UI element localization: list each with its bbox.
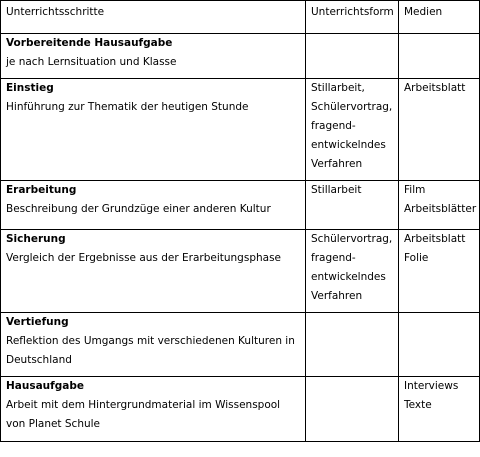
form-line: Schülervortrag, <box>311 233 393 245</box>
step-cell <box>1 181 306 230</box>
form-line: Stillarbeit, <box>311 82 365 94</box>
table-row <box>1 313 480 377</box>
form-cell <box>306 181 399 230</box>
media-line: Arbeitsblatt <box>404 233 466 245</box>
form-line: Verfahren <box>311 290 363 302</box>
media-line: Folie <box>404 252 429 264</box>
header-steps: Unterrichtsschritte <box>1 1 306 34</box>
phase-title: Hausaufgabe <box>6 380 84 392</box>
step-cell <box>1 313 306 377</box>
media-line: Arbeitsblatt <box>404 82 466 94</box>
phase-description: Hinführung zur Thematik der heutigen Stunde <box>6 101 249 113</box>
phase-title: Vorbereitende Hausaufgabe <box>6 37 173 49</box>
table-row <box>1 79 480 181</box>
phase-title: Vertiefung <box>6 316 69 328</box>
phase-description: Vergleich der Ergebnisse aus der Erarbeitungsphase <box>6 252 281 264</box>
step-cell <box>1 34 306 79</box>
media-cell <box>399 34 480 79</box>
form-line: entwickelndes <box>311 139 386 151</box>
phase-description: Arbeit mit dem Hintergrundmaterial im Wissenspool von Planet Schule <box>6 399 281 430</box>
media-cell <box>399 230 480 313</box>
table-row <box>1 181 480 230</box>
media-cell <box>399 79 480 181</box>
form-line: fragend- <box>311 252 356 264</box>
form-cell <box>306 377 399 442</box>
media-cell <box>399 377 480 442</box>
phase-title: Erarbeitung <box>6 184 77 196</box>
phase-description: je nach Lernsituation und Klasse <box>6 56 177 68</box>
form-line: Verfahren <box>311 158 363 170</box>
phase-title: Einstieg <box>6 82 54 94</box>
form-line: Stillarbeit <box>311 184 362 196</box>
media-line: Texte <box>404 399 432 411</box>
media-cell <box>399 313 480 377</box>
form-line: Schülervortrag, <box>311 101 393 113</box>
media-line: Arbeitsblätter <box>404 203 477 215</box>
step-cell <box>1 230 306 313</box>
step-cell <box>1 377 306 442</box>
form-cell <box>306 79 399 181</box>
phase-description: Beschreibung der Grundzüge einer anderen Kultur <box>6 203 271 215</box>
table-header-row <box>1 1 480 34</box>
form-line: fragend- <box>311 120 356 132</box>
header-form: Unterrichtsform <box>306 1 399 34</box>
media-line: Interviews <box>404 380 459 392</box>
table-row <box>1 377 480 442</box>
phase-description: Reflektion des Umgangs mit verschiedenen Kulturen in Deutschland <box>6 335 295 366</box>
form-cell <box>306 34 399 79</box>
phase-title: Sicherung <box>6 233 66 245</box>
form-cell <box>306 313 399 377</box>
form-line: entwickelndes <box>311 271 386 283</box>
media-line: Film <box>404 184 426 196</box>
header-media: Medien <box>399 1 480 34</box>
media-cell <box>399 181 480 230</box>
step-cell <box>1 79 306 181</box>
form-cell <box>306 230 399 313</box>
table-row <box>1 34 480 79</box>
table-row <box>1 230 480 313</box>
